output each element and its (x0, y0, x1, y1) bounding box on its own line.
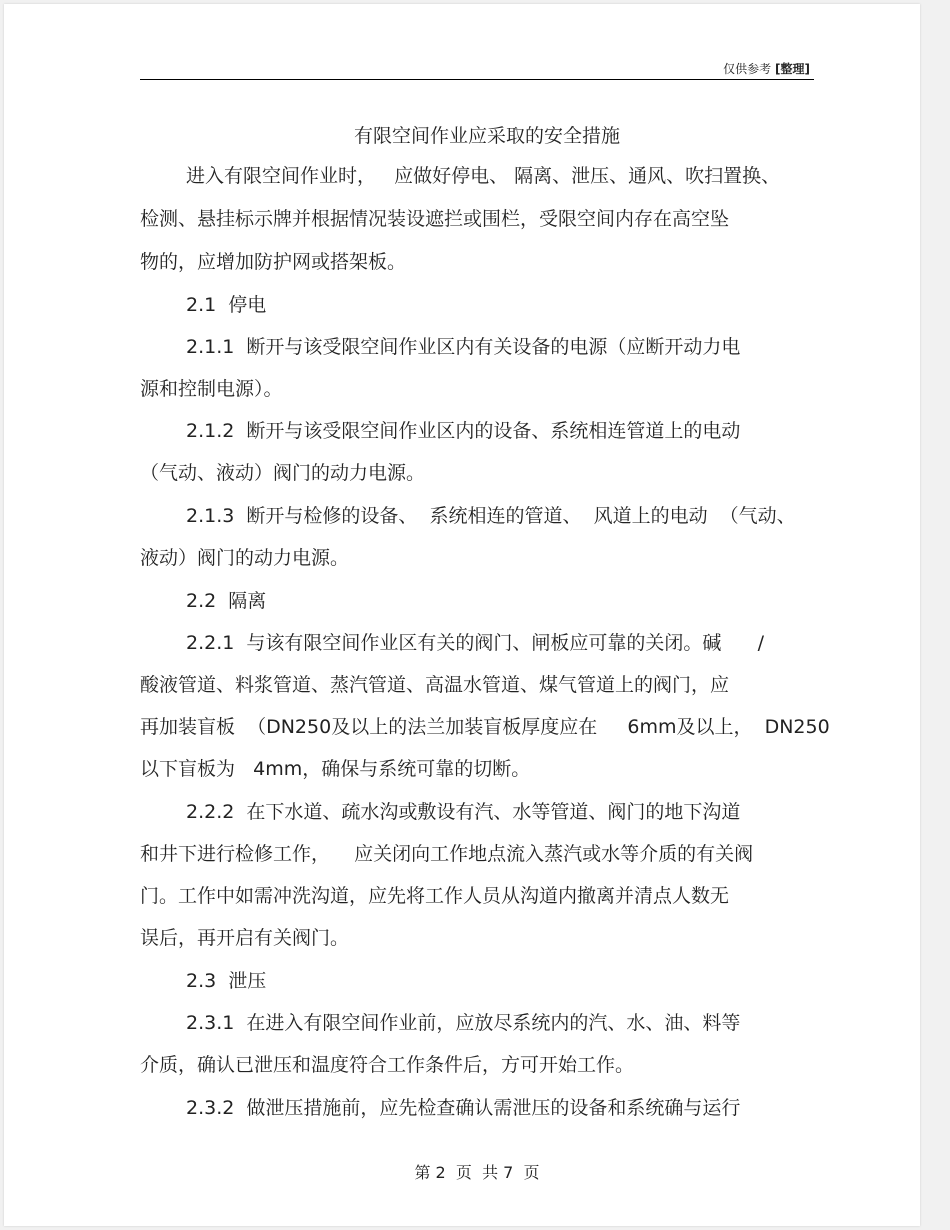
body-line: 以下盲板为 4mm，确保与系统可靠的切断。 (140, 758, 531, 780)
section-heading: 2.2 隔离 (186, 590, 267, 612)
body-line: 进入有限空间作业时， 应做好停电、 隔离、泄压、通风、吹扫置换、 (186, 165, 781, 187)
body-line: 2.2.2 在下水道、疏水沟或敷设有汽、水等管道、阀门的地下沟道 (186, 801, 741, 823)
header-rule (140, 79, 814, 80)
body-line: 物的，应增加防护网或搭架板。 (140, 251, 407, 273)
body-line: 门。工作中如需冲洗沟道，应先将工作人员从沟道内撤离并清点人数无 (140, 885, 730, 907)
body-line: 2.2.1 与该有限空间作业区有关的阀门、闸板应可靠的关闭。碱 / (186, 632, 765, 654)
body-line: 和井下进行检修工作， 应关闭向工作地点流入蒸汽或水等介质的有关阀 (140, 843, 754, 865)
document-page (4, 4, 920, 1226)
body-line: 2.1.2 断开与该受限空间作业区内的设备、系统相连管道上的电动 (186, 420, 741, 442)
body-line: 介质，确认已泄压和温度符合工作条件后，方可开始工作。 (140, 1054, 635, 1076)
header-tag: [整理] (775, 62, 810, 76)
section-heading: 2.1 停电 (186, 294, 267, 316)
body-line: 液动）阀门的动力电源。 (140, 547, 350, 569)
body-line: 检测、悬挂标示牌并根据情况装设遮拦或围栏，受限空间内存在高空坠 (140, 208, 730, 230)
body-line: 2.3.1 在进入有限空间作业前，应放尽系统内的汽、水、油、料等 (186, 1012, 741, 1034)
body-line: 酸液管道、料浆管道、蒸汽管道、高温水管道、煤气管道上的阀门，应 (140, 674, 730, 696)
body-line: 2.1.1 断开与该受限空间作业区内有关设备的电源（应断开动力电 (186, 336, 741, 358)
document-title: 有限空间作业应采取的安全措施 (353, 125, 620, 147)
section-heading: 2.3 泄压 (186, 970, 267, 992)
body-line: 源和控制电源）。 (140, 378, 283, 400)
header-note (723, 60, 810, 77)
body-line: 2.3.2 做泄压措施前，应先检查确认需泄压的设备和系统确与运行 (186, 1097, 741, 1119)
body-line: 误后，再开启有关阀门。 (140, 927, 350, 949)
body-line: 再加装盲板 （DN250及以上的法兰加装盲板厚度应在 6mm及以上， DN250 (140, 716, 830, 738)
body-line: （气动、液动）阀门的动力电源。 (140, 462, 426, 484)
page-footer: 第 2 页 共 7 页 (414, 1163, 540, 1182)
header-note-text: 仅供参考 (723, 62, 772, 76)
body-line: 2.1.3 断开与检修的设备、 系统相连的管道、 风道上的电动 （气动、 (186, 505, 796, 527)
